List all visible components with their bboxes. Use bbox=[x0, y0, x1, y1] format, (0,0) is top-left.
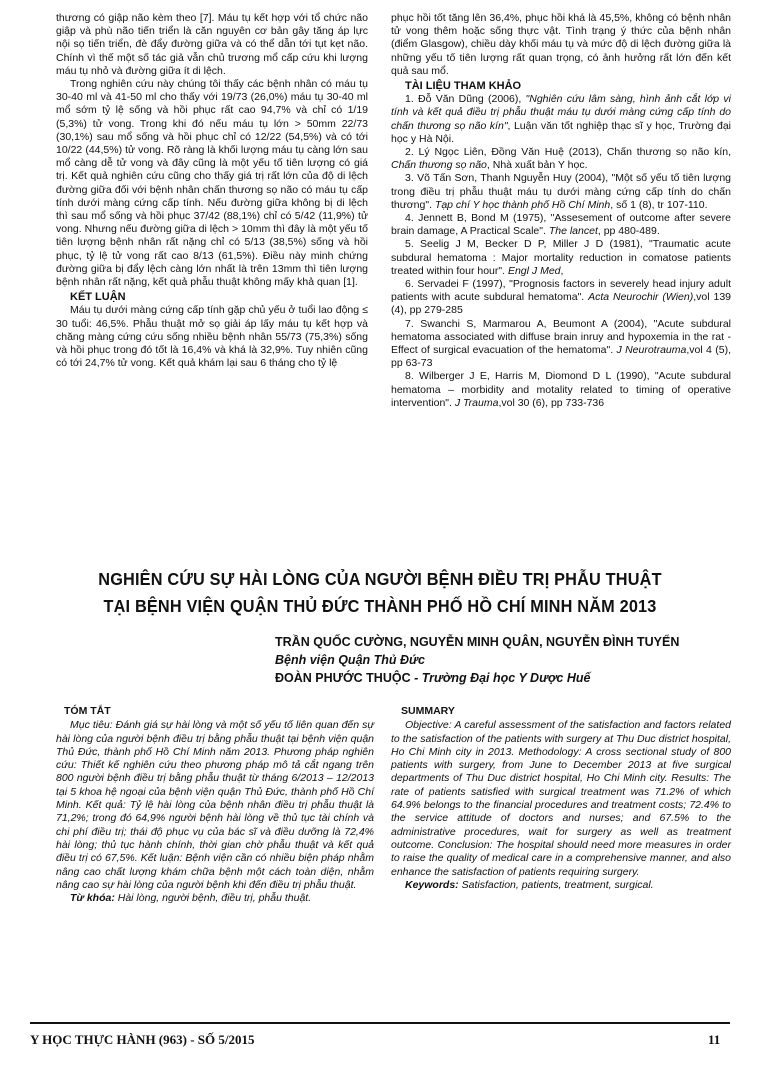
reference-item: 5. Seelig J M, Becker D P, Miller J D (1981), "Traumatic acute subdural hematoma : Major mortality reduction in comatose patients treated within four hour". Engl J Med, bbox=[391, 238, 731, 277]
reference-list bbox=[391, 93, 731, 410]
author-affiliation: Bệnh viện Quận Thủ Đức bbox=[275, 653, 425, 667]
author-block bbox=[275, 633, 735, 687]
summary-english bbox=[391, 705, 731, 892]
article-title bbox=[82, 566, 677, 620]
author-names: ĐOÀN PHƯỚC THUỘC bbox=[275, 671, 411, 685]
title-line: TẠI BỆNH VIỆN QUẬN THỦ ĐỨC THÀNH PHỐ HỒ CHÍ MINH NĂM 2013 bbox=[103, 596, 657, 616]
paragraph: thương có giập não kèm theo [7]. Máu tụ kết hợp với tổ chức não giập và phù não tiến triển là căn nguyên cơ bản gây tăng áp lực nội sọ tiến triển, đè đẩy đường giữa và có thể dẫn tới tụt kẹt não. Chính vì thế một số tác giả vẫn chủ trương mổ cấp cứu khi lượng máu tụ nhỏ và đường giữa ít di lệch. bbox=[56, 12, 368, 77]
reference-item: 2. Lý Ngọc Liên, Đồng Văn Huệ (2013), Chấn thương sọ não kín, Chấn thương sọ não, Nhà xuất bản Y học. bbox=[391, 146, 731, 172]
footer-divider bbox=[30, 1022, 730, 1024]
paragraph: Trong nghiên cứu này chúng tôi thấy các bệnh nhân có máu tụ 30-40 ml và 41-50 ml cho thấy với 19/73 (26,0%) máu tụ 30-40 ml mổ sớm tỷ lệ sống và hồi phục rất cao 94,7% và chỉ có 1/19 (5,3%) tử vong. Trong khi đó nếu máu tụ lớn > 50mm 22/73 (30,1%) sau mổ sống và hồi phục chỉ có 12/22 (54,5%) và có tới 10/22 (44,5%) tử vong. Rõ ràng là khối lượng máu tụ càng lớn sau mổ càng dễ tử vong và đây cũng là một yếu tố tiên lượng có giá trị. Kết quả nghiên cứu cũng cho thấy giá trị rất lớn của độ di lệch đường giữa đối với bệnh nhân chấn thương sọ não có máu tụ cấp tính dưới màng cứng cấp tính. Nếu đường giữa không bị di lệch thì sau mổ sống và hồi phục 37/42 (88,1%) chỉ có 5/42 (11,9%) tử vong. Nhưng nếu đường giữa di lệch > 10mm thì đây là một yếu tố tiên lượng bệnh nhân rất nặng chỉ có 5/13 (38,5%) sống và hồi phục, tỷ lệ tử vong rất cao 8/13 (61,5%). Điều này minh chứng đường giữa bị đẩy lệch càng lớn nhất là trên 13mm thì tiên lượng bệnh nhân rất nặng, kết quả phẫu thuật không mấy khả quan [1]. bbox=[56, 78, 368, 289]
page-number: 11 bbox=[708, 1032, 721, 1047]
left-column bbox=[56, 12, 368, 370]
right-column bbox=[391, 12, 731, 410]
reference-item: 7. Swanchi S, Marmarou A, Beumont A (2004), "Acute subdural hematoma associated with diffuse brain inruy and hypoxemia in the rat - Effect of surgical evacuation of the hematoma". J Neurotrauma,vol 4 (5), pp 63-73 bbox=[391, 317, 731, 370]
paragraph: Máu tụ dưới màng cứng cấp tính gặp chủ yếu ở tuổi lao động ≤ 30 tuổi: 46,5%. Phẫu thuật mở sọ giải áp lấy máu tụ kết hợp và chăng màng cứng cứu sống nhiều bệnh nhân 55/73 (75,3%) sống và hồi phục trong đó tốt là 16,4% và khá là 32,9%. Tuy nhiên cũng có tới 24,7% tử vong. Kết quả khám lại sau 6 tháng cho tỷ lệ bbox=[56, 304, 368, 370]
summary-heading: SUMMARY bbox=[401, 705, 455, 717]
paragraph: phục hồi tốt tăng lên 36,4%, phục hồi khá là 45,5%, không có bệnh nhân tử vong thêm hoặc sống thực vật. Tình trạng ý thức của bệnh nhân (điểm Glasgow), chiều dày khối máu tụ và mức độ di lệch đường giữa là những yếu tố tiên lượng rất quan trọng, có ảnh hưởng rất lớn đến kết quả sau mổ. bbox=[391, 12, 731, 77]
reference-item: 1. Đỗ Văn Dũng (2006), "Nghiên cứu lâm sàng, hình ảnh cắt lớp vi tính và kết quả điều trị phẫu thuật máu tụ dưới màng cứng cấp tính do chấn thương sọ não kín", Luận văn tốt nghiệp thạc sĩ y học, Trường đại học y Hà Nội. bbox=[391, 93, 731, 145]
summary-body: Mục tiêu: Đánh giá sự hài lòng và một số yếu tố liên quan đến sự hài lòng của người bệnh điều trị bằng phẫu thuật tại bệnh viện quận Thủ Đức, thành phố Hồ Chí Minh năm 2013. Phương pháp nghiên cứu: Thiết kế nghiên cứu theo phương pháp mô tả cắt ngang trên 800 người bệnh điều trị bằng phẫu thuật từ tháng 6/2013 – 12/2013 tại 5 khoa hệ ngoại của bệnh viện quận Thủ Đức, thành phố Hồ Chí Minh. Kết quả: Tỷ lệ hài lòng của bệnh nhân điều trị phẫu thuật là 71,2%; trong đó 64,9% người bệnh hài lòng về thủ tục tài chính và chi phí điều trị; thái độ phục vụ của bác sĩ và điều dưỡng là 72,4% hài lòng; thủ tục hành chính, thời gian chờ phẫu thuật và kết quả điều trị có 67,5%. Kết luận: Bệnh viện cần có nhiều biện pháp nhằm nâng cao chất lượng khám chữa bệnh một cách toàn diện, nhằm nâng cao sự hài lòng của người bệnh khi đến điều trị phẫu thuật. bbox=[56, 719, 374, 891]
title-line: NGHIÊN CỨU SỰ HÀI LÒNG CỦA NGƯỜI BỆNH ĐIỀU TRỊ PHẪU THUẬT bbox=[98, 569, 662, 589]
journal-footer: Y HỌC THỰC HÀNH (963) - SỐ 5/2015 bbox=[30, 1032, 255, 1047]
summary-heading: TÓM TẮT bbox=[64, 705, 111, 717]
author-names: TRẦN QUỐC CƯỜNG, NGUYỄN MINH QUÂN, NGUYỄN ĐÌNH TUYỂN bbox=[275, 635, 680, 649]
reference-item: 4. Jennett B, Bond M (1975), "Assesement of outcome after severe brain damage, A Practical Scale". The lancet, pp 480-489. bbox=[391, 212, 731, 238]
summary-vietnamese bbox=[56, 705, 374, 905]
author-affiliation: - Trường Đại học Y Dược Huế bbox=[410, 671, 591, 685]
reference-item: 6. Servadei F (1997), "Prognosis factors in severely head injury adult patients with acute subdural hematoma". Acta Neurochir (Wien),vol 139 (4), pp 279-285 bbox=[391, 278, 731, 317]
reference-item: 3. Võ Tấn Sơn, Thanh Nguyễn Huy (2004), "Một số yếu tố tiên lượng trong điều trị phẫu thuật máu tụ dưới màng cứng cấp tính do chấn thương". Tạp chí Y học thành phố Hồ Chí Minh, số 1 (8), tr 107-110. bbox=[391, 172, 731, 211]
keywords: Keywords: Satisfaction, patients, treatment, surgical. bbox=[405, 878, 654, 891]
references-heading: TÀI LIỆU THAM KHẢO bbox=[405, 80, 522, 93]
summary-body: Objective: A careful assessment of the satisfaction and factors related to the satisfaction of the patients with surgery at Thu Duc district hospital, Ho Chi Minh city in 2013. Methodology: A cross sectional study of 800 patients with surgery, from June to December 2013 at five surgical departments of Thu Duc district hospital, Ho Chi Minh city. Results: The rate of patients satisfied with surgical treatment was 71.2% of which 64.9% belongs to the financial procedures and treatment costs; 72.4% to the service attitude of doctors and nurses; and 67.5% to the administrative procedures, wait for surgery as well as treatment outcome. Conclusion: The hospital should need more measures in order to raise the quality of medical care in a comprehensive manner, and also enhance the satisfaction of patients requiring surgery. bbox=[391, 719, 731, 878]
keywords: Từ khóa: Hài lòng, người bệnh, điều trị, phẫu thuật. bbox=[70, 892, 312, 905]
reference-item: 8. Wilberger J E, Harris M, Diomond D L (1990), "Acute subdural hematoma – morbidity and motality related to timing of operative intervention". J Trauma,vol 30 (6), pp 733-736 bbox=[391, 370, 731, 409]
conclusion-heading: KẾT LUẬN bbox=[70, 291, 126, 304]
